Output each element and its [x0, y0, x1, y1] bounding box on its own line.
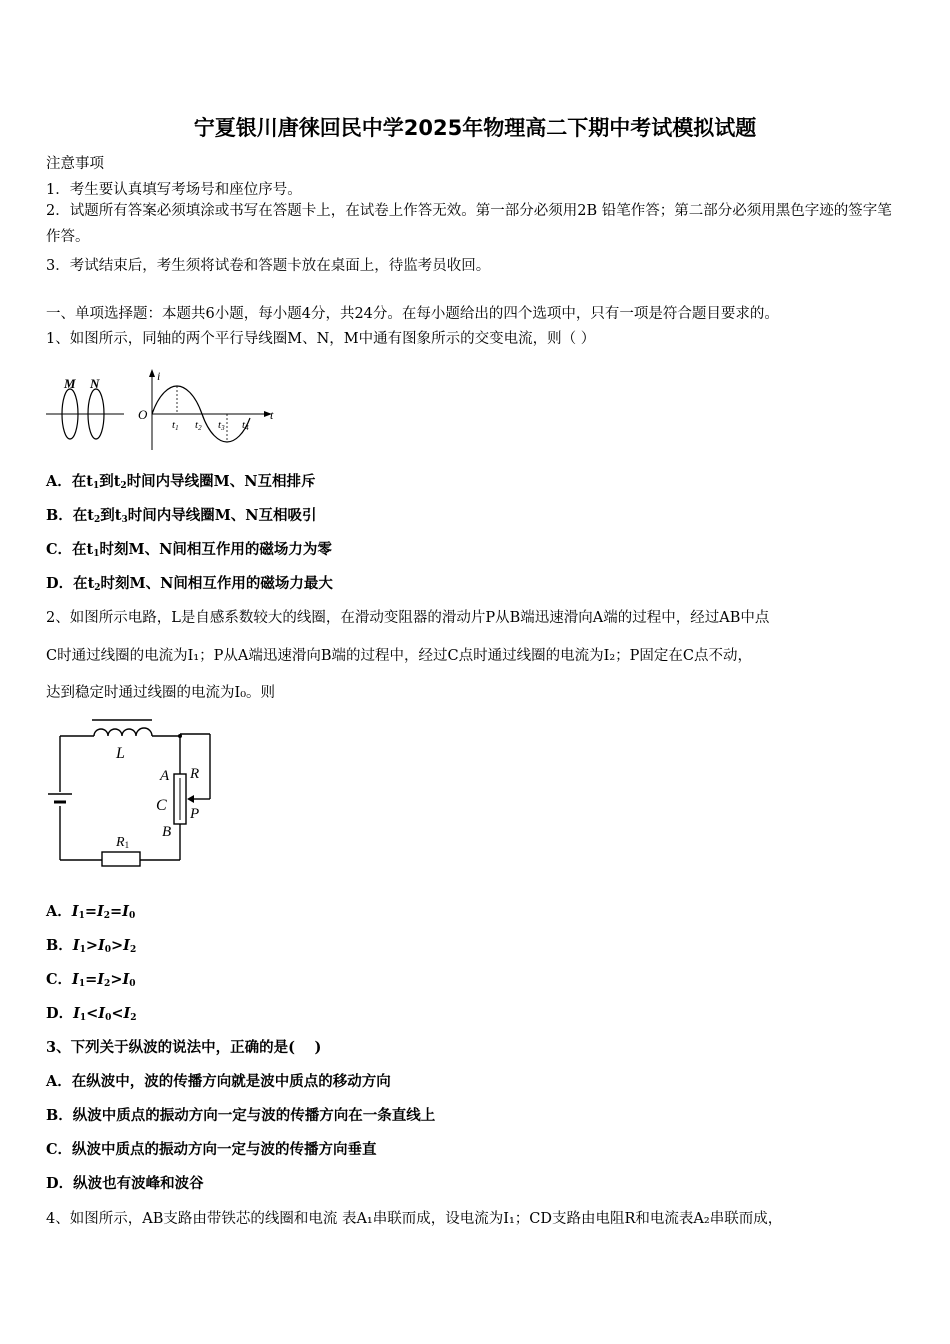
q3-option-c: C．纵波中质点的振动方向一定与波的传播方向垂直: [46, 1141, 377, 1158]
graph-origin-label: O: [138, 407, 148, 422]
label-r: R: [190, 766, 200, 782]
q3-option-d: D．纵波也有波峰和波谷: [46, 1175, 204, 1192]
tick-label-t4: t4: [242, 419, 249, 432]
notice-item-2: 2．试题所有答案必须填涂或书写在答题卡上，在试卷上作答无效。第一部分必须用2B 铅笔作答；第二部分必须用黑色字迹的签字笔作答。: [46, 203, 892, 245]
inductor-coil: [94, 728, 152, 736]
slider-arrow: [187, 795, 194, 803]
tick-label-t3: t3: [218, 419, 225, 432]
q2-option-d: D．$I_1<I_0<I_2$: [46, 1005, 137, 1023]
graph-i-arrow: [149, 369, 155, 377]
q1-option-c: C．在$t_1$时刻M、N间相互作用的磁场力为零: [46, 541, 332, 559]
q2-option-b: B．$I_1>I_0>I_2$: [46, 937, 137, 955]
q4-stem: 4、如图所示，AB支路由带铁芯的线圈和电流 表A₁串联而成，设电流为I₁；CD支路由电阻R和电流表A₂串联而成，: [46, 1211, 783, 1227]
tick-label-t2: t2: [195, 419, 202, 432]
q1-option-b: B．在$t_2$到$t_3$时间内导线圈M、N互相吸引: [46, 507, 317, 525]
q2-option-a: A．$I_1=I_2=I_0$: [46, 903, 136, 921]
notice-heading: 注意事项: [46, 156, 104, 172]
q2-option-c: C．$I_1=I_2>I_0$: [46, 971, 136, 989]
notice-item-3: 3．考试结束后，考生须将试卷和答题卡放在桌面上，待监考员收回。: [46, 258, 491, 274]
section-heading: 一、单项选择题：本题共6小题，每小题4分，共24分。在每小题给出的四个选项中，只有一项是符合题目要求的。: [46, 306, 779, 322]
coil-label-n: N: [90, 376, 100, 391]
q3-option-b: B．纵波中质点的振动方向一定与波的传播方向在一条直线上: [46, 1107, 436, 1124]
resistor-r1: [102, 852, 140, 866]
q2-stem-line1: 2、如图所示电路，L是自感系数较大的线圈，在滑动变阻器的滑动片P从B端迅速滑向A端的过程中，经过AB中点: [46, 610, 770, 626]
label-c: C: [156, 797, 167, 814]
graph-i-label: i: [157, 369, 161, 383]
label-r1: R1: [116, 835, 130, 850]
label-a: A: [160, 768, 170, 784]
label-b: B: [162, 824, 172, 840]
q3-stem: 3、下列关于纵波的说法中，正确的是( ): [46, 1039, 322, 1056]
q1-stem: 1、如图所示，同轴的两个平行导线圈M、N，M中通有图象所示的交变电流，则（ ）: [46, 331, 596, 347]
q1-option-a: A．在$t_1$到$t_2$时间内导线圈M、N互相排斥: [46, 473, 316, 491]
notice-item-1: 1．考生要认真填写考场号和座位序号。: [46, 182, 302, 198]
tick-label-t1: t1: [172, 419, 179, 432]
page-title: 宁夏银川唐徕回民中学2025年物理高二下期中考试模拟试题: [193, 116, 757, 140]
q2-stem-line2: C时通过线圈的电流为I₁；P从A端迅速滑向B端的过程中，经过C点时通过线圈的电流为I₂；P固定在C点不动，: [46, 648, 753, 664]
q3-option-a: A．在纵波中，波的传播方向就是波中质点的移动方向: [46, 1073, 391, 1090]
q1-figure: [44, 366, 284, 454]
graph-t-label: t: [270, 408, 274, 422]
q1-option-d: D．在$t_2$时刻M、N间相互作用的磁场力最大: [46, 575, 333, 593]
q2-circuit-figure: [44, 712, 224, 872]
coil-label-m: M: [64, 376, 76, 391]
label-inductor: L: [116, 745, 125, 762]
label-p: P: [190, 806, 200, 822]
q2-stem-line3: 达到稳定时通过线圈的电流为I₀。则: [46, 685, 276, 701]
junction-dot: [178, 734, 182, 738]
